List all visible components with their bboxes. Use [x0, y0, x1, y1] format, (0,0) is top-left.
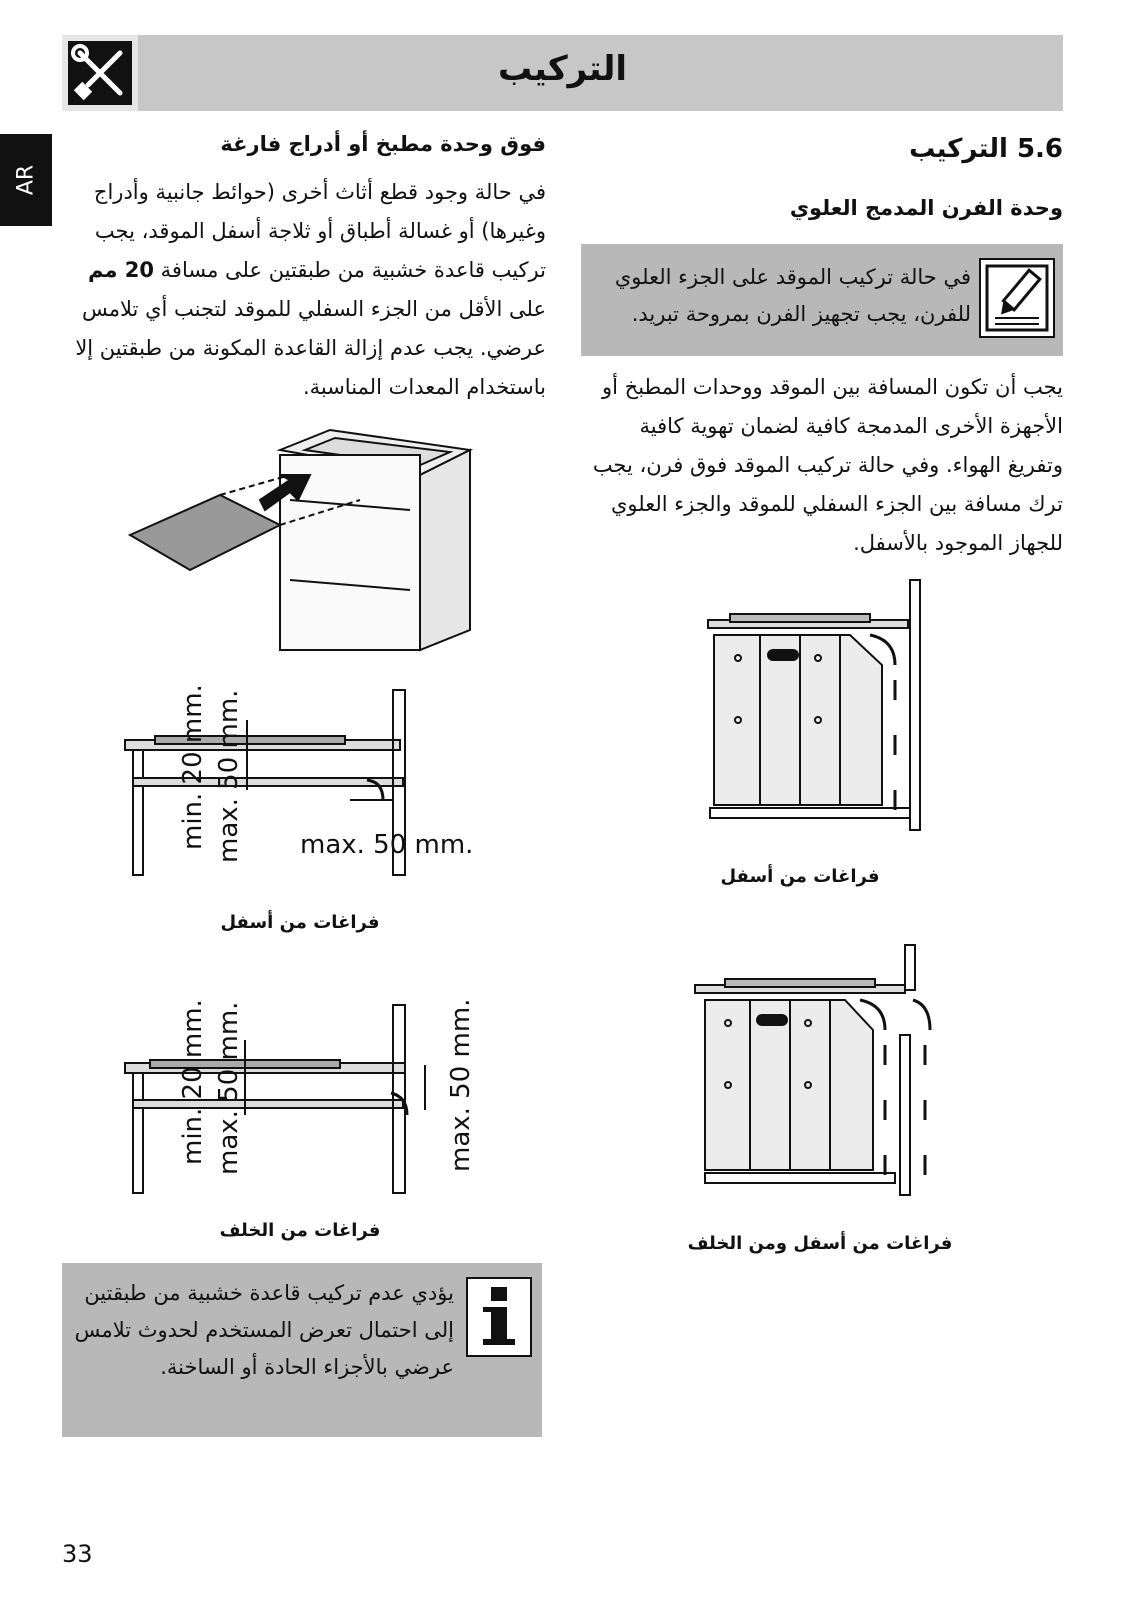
oven-bottom-back-gap-diagram	[695, 945, 945, 1210]
left-paragraph	[62, 173, 546, 407]
label-min20-b: min. 20 mm.	[178, 999, 208, 1165]
info-icon	[466, 1277, 532, 1357]
caption-back-gap-left: فراغات من الخلف	[219, 1220, 381, 1241]
note-pencil-text: في حالة تركيب الموقد على الجزء العلوي للفرن، يجب تجهيز الفرن بمروحة تبريد.	[614, 265, 971, 326]
header-bar	[62, 35, 1063, 111]
section-paragraph: يجب أن تكون المسافة بين الموقد ووحدات المطبخ أو الأجهزة الأخرى المدمجة كافية لضمان تهوية كافية وتفريغ الهواء. وفي حالة تركيب الموقد فوق فرن، يجب ترك مسافة بين الجزء السفلي للموقد والجزء العلوي للجهاز الموجود بالأسفل.	[592, 375, 1063, 555]
label-max50-a: max. 50 mm.	[214, 689, 244, 863]
left-paragraph-after: على الأقل من الجزء السفلي للموقد لتجنب أي تلامس عرضي. يجب عدم إزالة القاعدة المكونة من طبقتين إلا باستخدام المعدات المناسبة.	[75, 297, 546, 399]
note-box-info	[62, 1263, 542, 1437]
caption-bottom-gap-right: فراغات من أسفل	[720, 866, 880, 887]
label-max50v: max. 50 mm.	[446, 998, 476, 1172]
oven-bottom-gap-diagram	[700, 580, 940, 845]
note-box-pencil	[581, 244, 1063, 356]
caption-bottom-gap-left: فراغات من أسفل	[220, 912, 380, 933]
pencil-note-icon	[979, 258, 1055, 338]
page-number: 33	[62, 1540, 93, 1568]
label-max50-b: max. 50 mm.	[214, 1001, 244, 1175]
section-title: 5.6 التركيب	[909, 134, 1063, 164]
left-paragraph-before: في حالة وجود قطع أثاث أخرى (حوائط جانبية وأدراج وغيرها) أو غسالة أطباق أو ثلاجة أسفل الموقد، يجب تركيب قاعدة خشبية من طبقتين على مسافة	[93, 180, 546, 282]
page-title: التركيب	[497, 49, 628, 89]
left-paragraph-bold: 20 مم	[87, 258, 154, 282]
label-min20-a: min. 20 mm.	[178, 684, 208, 850]
note-info-text: يؤدي عدم تركيب قاعدة خشبية من طبقتين إلى احتمال تعرض المستخدم لحدوث تلامس عرضي بالأجزاء الحادة أو الساخنة.	[74, 1281, 454, 1379]
language-tab-label: AR	[13, 164, 39, 196]
caption-bottom-back-right: فراغات من أسفل ومن الخلف	[687, 1233, 953, 1254]
left-subtitle: فوق وحدة مطبخ أو أدراج فارغة	[220, 132, 546, 156]
cabinet-insert-illustration	[130, 430, 480, 665]
language-tab	[0, 134, 52, 226]
section-subtitle: وحدة الفرن المدمج العلوي	[789, 196, 1063, 220]
label-max50h: max. 50 mm.	[300, 830, 474, 860]
